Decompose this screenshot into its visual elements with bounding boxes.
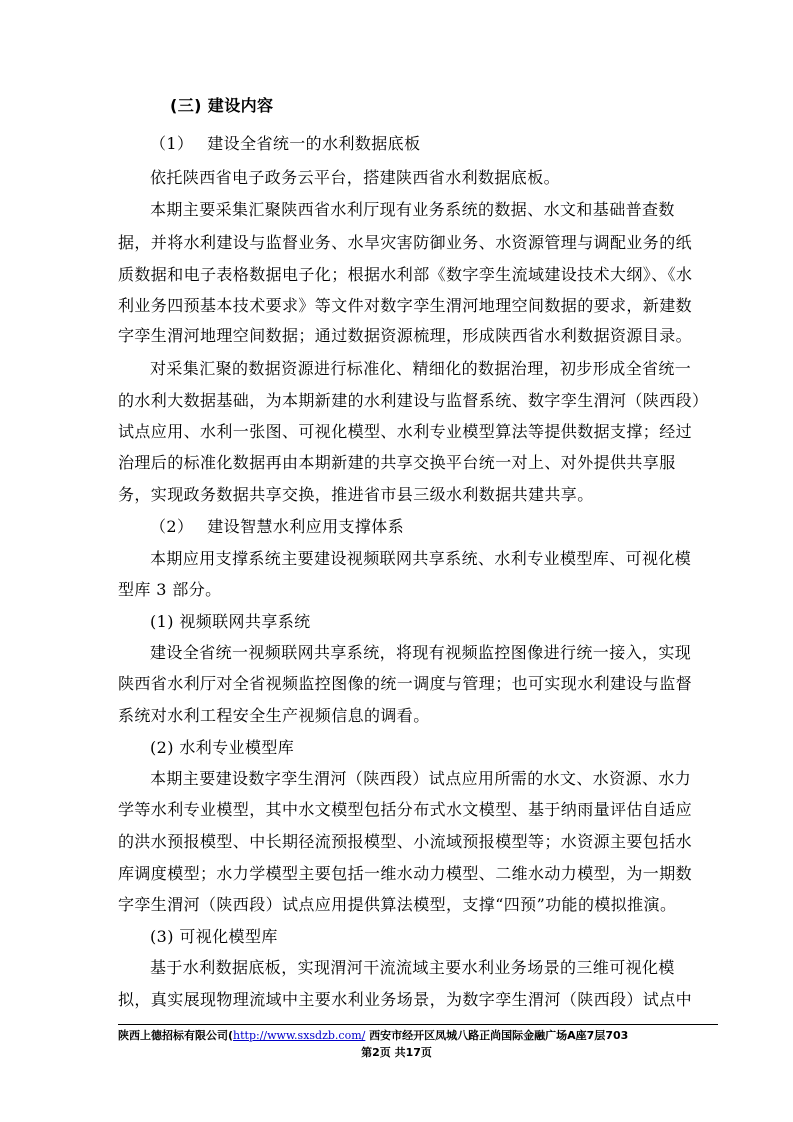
paragraph-line: 的水利大数据基础，为本期新建的水利建设与监督系统、数字孪生渭河（陕西段） [118, 391, 709, 410]
subsection-3-title: (3) 可视化模型库 [150, 927, 278, 946]
paragraph-line: 基于水利数据底板，实现渭河干流流域主要水利业务场景的三维可视化模 [150, 958, 675, 977]
paragraph-line: 字孪生渭河（陕西段）试点应用提供算法模型，支撑“四预”功能的模拟推演。 [118, 895, 677, 914]
section-1-title: （1） 建设全省统一的水利数据底板 [150, 134, 421, 153]
paragraph-line: 本期主要建设数字孪生渭河（陕西段）试点应用所需的水文、水资源、水力 [150, 769, 692, 788]
paragraph-line: 依托陕西省电子政务云平台，搭建陕西省水利数据底板。 [150, 168, 561, 187]
paragraph-line: 利业务四预基本技术要求》等文件对数字孪生渭河地理空间数据的要求，新建数 [118, 296, 693, 315]
paragraph-line: 学等水利专业模型，其中水文模型包括分布式水文模型、基于纳雨量评估自适应 [118, 800, 693, 819]
paragraph-line: 库调度模型；水力学模型主要包括一维水动力模型、二维水动力模型，为一期数 [118, 864, 693, 883]
paragraph-line: 本期主要采集汇聚陕西省水利厅现有业务系统的数据、水文和基础普查数 [150, 200, 675, 219]
paragraph-line: 试点应用、水利一张图、可视化模型、水利专业模型算法等提供数据支撑；经过 [118, 422, 693, 441]
paragraph-line: 陕西省水利厅对全省视频监控图像的统一调度与管理；也可实现水利建设与监督 [118, 674, 693, 693]
paragraph-line: 务，实现政务数据共享交换，推进省市县三级水利数据共建共享。 [118, 485, 594, 504]
paragraph-line: 治理后的标准化数据再由本期新建的共享交换平台统一对上、对外提供共享服 [118, 453, 676, 472]
subsection-2-title: (2) 水利专业模型库 [150, 738, 295, 757]
footer-address: 西安市经开区凤城八路正尚国际金融广场A座7层703 [365, 1029, 629, 1042]
footer-website-link[interactable]: http://www.sxsdzb.com/ [233, 1029, 366, 1042]
footer-company-name: 陕西上德招标有限公司( [118, 1029, 234, 1042]
section-2-title: （2） 建设智慧水利应用支撑体系 [150, 517, 405, 536]
paragraph-line: 本期应用支撑系统主要建设视频联网共享系统、水利专业模型库、可视化模 [150, 549, 692, 568]
paragraph-line: 建设全省统一视频联网共享系统，将现有视频监控图像进行统一接入，实现 [150, 643, 692, 662]
paragraph-line: 据，并将水利建设与监督业务、水旱灾害防御业务、水资源管理与调配业务的纸 [118, 233, 693, 252]
paragraph-line: 拟，真实展现物理流域中主要水利业务场景，为数字孪生渭河（陕西段）试点中 [118, 990, 693, 1009]
paragraph-line: 系统对水利工程安全生产视频信息的调看。 [118, 706, 430, 725]
paragraph-line: 质数据和电子表格数据电子化；根据水利部《数字孪生流域建设技术大纲》、《水 [118, 265, 693, 284]
paragraph-line: 型库 3 部分。 [118, 580, 222, 599]
subsection-1-title: (1) 视频联网共享系统 [150, 612, 311, 631]
section-heading: (三) 建设内容 [170, 96, 274, 115]
footer-page-number: 第2页 共17页 [361, 1046, 432, 1059]
paragraph-line: 对采集汇聚的数据资源进行标准化、精细化的数据治理，初步形成全省统一 [150, 359, 692, 378]
paragraph-line: 的洪水预报模型、中长期径流预报模型、小流域预报模型等；水资源主要包括水 [118, 832, 693, 851]
footer-info [118, 1029, 628, 1043]
footer-divider [118, 1024, 718, 1025]
paragraph-line: 字孪生渭河地理空间数据；通过数据资源梳理，形成陕西省水利数据资源目录。 [118, 326, 693, 345]
